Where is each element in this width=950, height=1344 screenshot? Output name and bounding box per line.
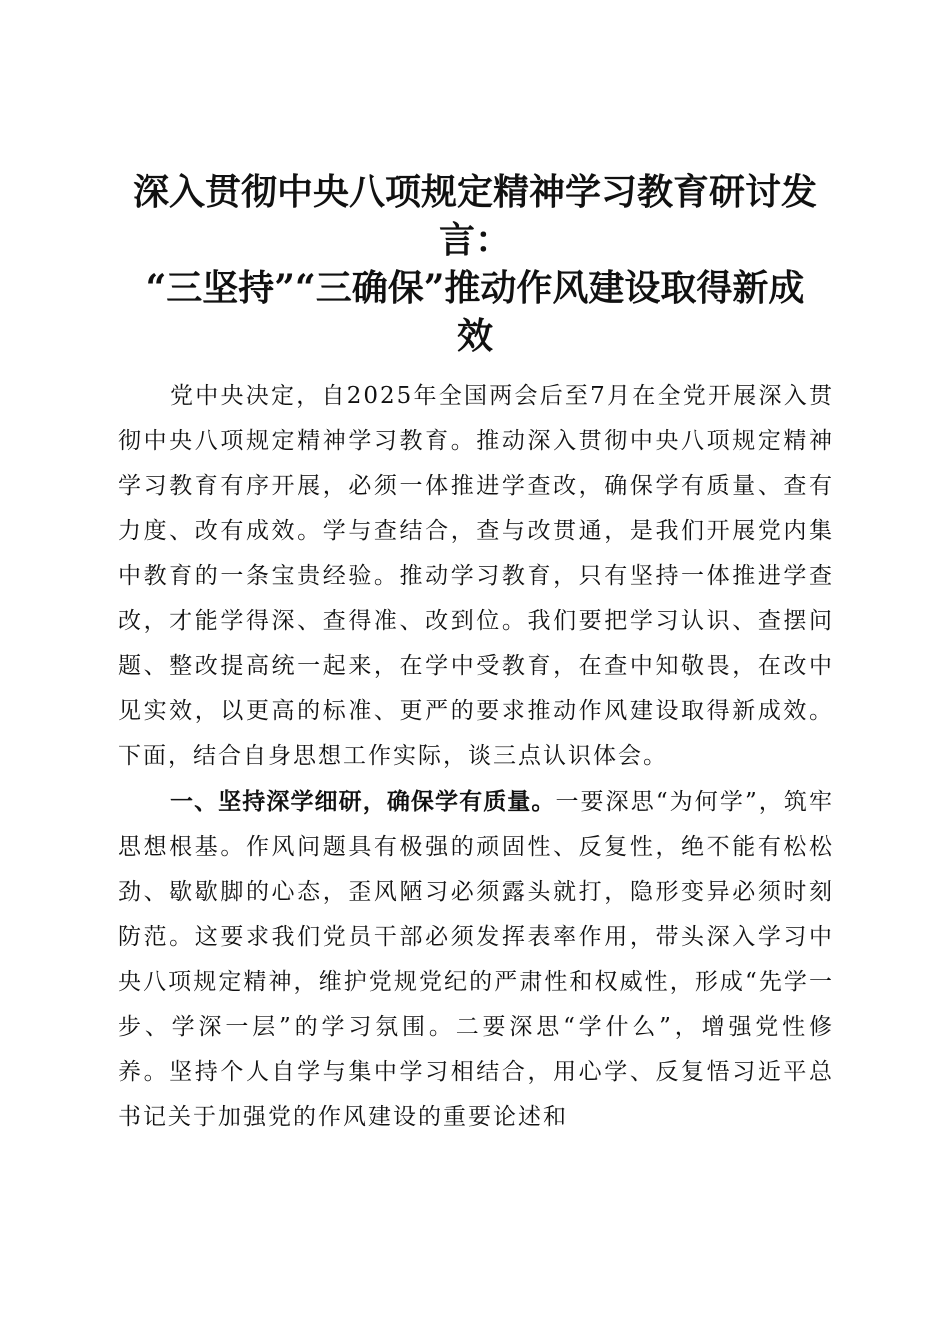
document-title bbox=[100, 168, 850, 360]
title-line-1: 深入贯彻中央八项规定精神学习教育研讨发言： bbox=[132, 171, 817, 261]
section-1-heading: 一、坚持深学细研，确保学有质量。 bbox=[170, 788, 556, 815]
title-line-2: “三坚持”“三确保”推动作风建设取得新成 bbox=[145, 267, 805, 309]
section-1-paragraph bbox=[118, 779, 834, 1140]
title-line-3: 效 bbox=[456, 315, 493, 357]
document-body bbox=[118, 374, 834, 1140]
intro-paragraph: 党中央决定，自2025年全国两会后至7月在全党开展深入贯彻中央八项规定精神学习教育。推动深入贯彻中央八项规定精神学习教育有序开展，必须一体推进学查改，确保学有质量、查有力度、改有成效。学与查结合，查与改贯通，是我们开展党内集中教育的一条宝贵经验。推动学习教育，只有坚持一体推进学查改，才能学得深、查得准、改到位。我们要把学习认识、查摆问题、整改提高统一起来，在学中受教育，在查中知敬畏，在改中见实效，以更高的标准、更严的要求推动作风建设取得新成效。下面，结合自身思想工作实际，谈三点认识体会。 bbox=[118, 383, 834, 769]
section-1-text: 一要深思“为何学”，筑牢思想根基。作风问题具有极强的顽固性、反复性，绝不能有松松劲、歇歇脚的心态，歪风陋习必须露头就打，隐形变异必须时刻防范。这要求我们党员干部必须发挥表率作用，带头深入学习中央八项规定精神，维护党规党纪的严肃性和权威性，形成“先学一步、学深一层”的学习氛围。二要深思“学什么”，增强党性修养。坚持个人自学与集中学习相结合，用心学、反复悟习近平总书记关于加强党的作风建设的重要论述和 bbox=[118, 789, 834, 1130]
